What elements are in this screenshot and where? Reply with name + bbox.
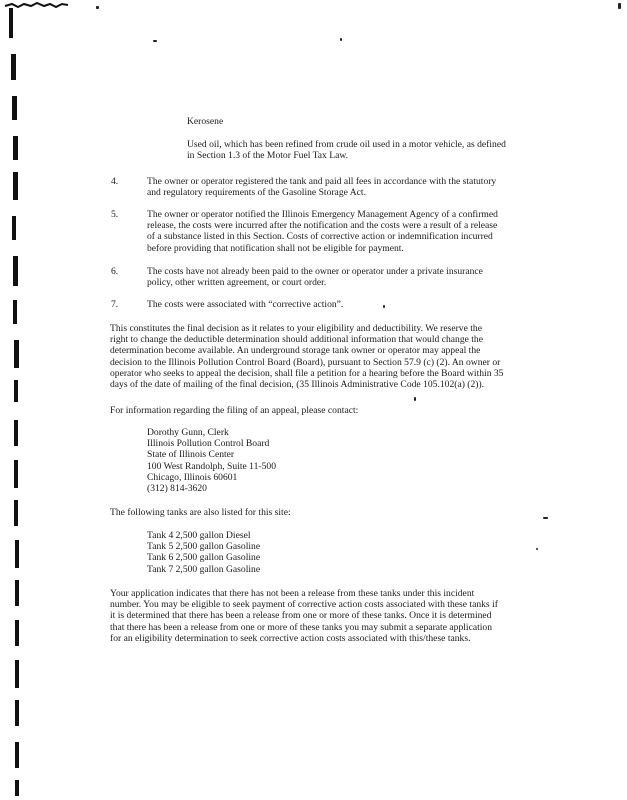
text-line: Your application indicates that there has not been a release from these tanks under this incident	[110, 588, 475, 599]
tanks-intro	[110, 507, 291, 518]
text-line: For information regarding the filing of an appeal, please contact:	[110, 405, 359, 416]
tank-item: Tank 7 2,500 gallon Gasoline	[147, 563, 261, 575]
item-text	[147, 299, 343, 310]
tank-item: Tank 4 2,500 gallon Diesel	[147, 530, 251, 541]
item-number: 6.	[111, 266, 119, 277]
contact-line: Chicago, Illinois 60601	[147, 471, 238, 483]
item-text	[147, 209, 498, 254]
binder-mark	[13, 300, 17, 324]
tanks-list	[147, 530, 260, 575]
kerosene-line	[187, 116, 223, 127]
binder-mark	[13, 256, 18, 286]
text-line: days of the date of mailing of the final decision, (35 Illinois Administrative Code 105.102(a) (2)).	[110, 379, 485, 391]
binder-mark	[12, 96, 17, 120]
binder-mark	[13, 172, 18, 200]
text-line: it is determined that there has been a release from one or more of these tanks. Once it is determined	[110, 610, 492, 622]
text-line: determination become available. An underground storage tank owner or operator may appeal the	[110, 345, 481, 357]
closing-paragraph	[110, 588, 498, 644]
text-line: The costs were associated with “corrective action”.	[147, 299, 344, 310]
text-line: This constitutes the final decision as it relates to your eligibility and deductibility. We reserve the	[110, 323, 482, 334]
scan-speck	[536, 548, 538, 550]
text-line: number. You may be eligible to seek payment of corrective action costs associated with these tanks if	[110, 599, 498, 611]
scan-speck	[96, 6, 99, 9]
contact-line: Illinois Pollution Control Board	[147, 438, 270, 450]
binder-mark	[9, 8, 13, 38]
text-line: in Section 1.3 of the Motor Fuel Tax Law.	[187, 150, 349, 162]
item-number: 7.	[111, 299, 119, 310]
binder-mark	[14, 340, 19, 368]
scan-scrawl	[4, 2, 70, 9]
tank-item: Tank 6 2,500 gallon Gasoline	[147, 552, 261, 564]
binder-mark	[11, 54, 16, 80]
final-decision-paragraph	[110, 323, 503, 390]
text-line: right to change the deductible determination should additional information that would change the	[110, 334, 483, 346]
binder-mark	[14, 500, 18, 526]
binder-mark	[15, 660, 19, 688]
text-line: policy, other written agreement, or court order.	[147, 277, 327, 289]
text-line: Kerosene	[187, 116, 224, 127]
contact-line: Dorothy Gunn, Clerk	[147, 427, 229, 438]
text-line: operator who seeks to appeal the decision, shall file a petition for a hearing before the Board within 35	[110, 367, 504, 379]
binder-mark	[15, 540, 19, 568]
contact-line: (312) 814-3620	[147, 483, 207, 495]
scan-speck	[618, 3, 621, 9]
item-text	[147, 176, 496, 198]
tank-item: Tank 5 2,500 gallon Gasoline	[147, 541, 261, 553]
binder-mark	[14, 380, 18, 402]
item-number: 4.	[111, 176, 119, 187]
item-number: 5.	[111, 209, 119, 220]
scan-speck	[543, 517, 548, 519]
binder-mark	[15, 580, 19, 606]
text-line: decision to the Illinois Pollution Control Board (Board), pursuant to Section 57.9 (c) (2). An owner or	[110, 356, 501, 368]
text-line: Used oil, which has been refined from crude oil used in a motor vehicle, as defined	[187, 139, 506, 150]
text-line: of a substance listed in this Section. Costs of corrective action or indemnification incurred	[147, 231, 493, 243]
text-line: before providing that notification shall not be eligible for payment.	[147, 242, 404, 254]
binder-mark	[13, 136, 18, 160]
text-line: The owner or operator notified the Illinois Emergency Management Agency of a confirmed	[147, 209, 498, 220]
contact-address	[147, 427, 276, 494]
appeal-intro	[110, 405, 358, 416]
binder-mark	[15, 700, 19, 726]
text-line: and regulatory requirements of the Gasoline Storage Act.	[147, 187, 366, 199]
scan-speck	[340, 38, 342, 41]
text-line: The costs have not already been paid to the owner or operator under a private insurance	[147, 266, 483, 277]
text-line: for an eligibility determination to seek corrective action costs associated with this/these tanks.	[110, 632, 471, 644]
binder-mark	[15, 742, 19, 768]
contact-line: 100 West Randolph, Suite 11-500	[147, 460, 277, 472]
binder-mark	[14, 420, 18, 446]
binder-mark	[14, 460, 18, 488]
text-line: that there has been a release from one or more of these tanks you may submit a separate application	[110, 621, 493, 633]
binder-mark	[15, 780, 19, 796]
scan-speck	[153, 40, 157, 42]
scan-speck	[383, 305, 385, 308]
text-line: The owner or operator registered the tank and paid all fees in accordance with the statutory	[147, 176, 497, 187]
used-oil-paragraph	[187, 139, 506, 161]
scan-speck	[414, 397, 416, 401]
contact-line: State of Illinois Center	[147, 449, 235, 461]
text-line: release, the costs were incurred after the notification and the costs were a result of a release	[147, 220, 498, 232]
binder-mark	[15, 620, 19, 646]
text-line: The following tanks are also listed for this site:	[110, 507, 291, 518]
binder-mark	[12, 216, 16, 240]
item-text	[147, 266, 483, 288]
